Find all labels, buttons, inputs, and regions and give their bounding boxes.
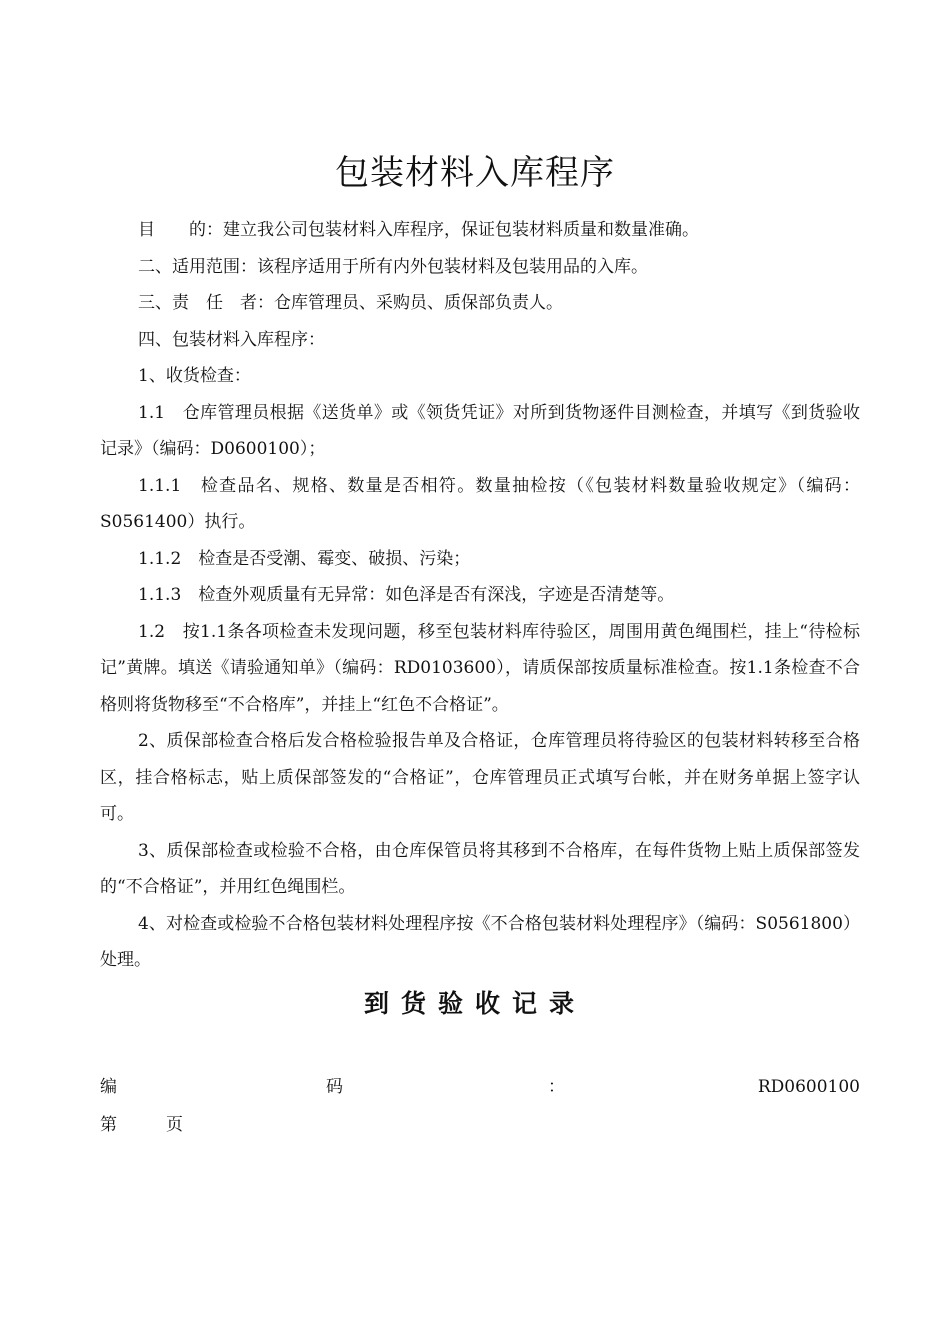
paragraph-1-1: 1.1 仓库管理员根据《送货单》或《领货凭证》对所到货物逐件目测检查，并填写《到货验收记录》（编码：D0600100）； — [100, 402, 860, 459]
page-title: 包装材料入库程序 — [335, 153, 615, 193]
paragraph-2: 2、质保部检查合格后发合格检验报告单及合格证，仓库管理员将待验区的包装材料转移至合格区，挂合格标志，贴上质保部签发的“合格证”，仓库管理员正式填写台帐，并在财务单据上签字认可。 — [100, 731, 860, 824]
paragraph-4: 4、对检查或检验不合格包装材料处理程序按《不合格包装材料处理程序》（编码：S0561800）处理。 — [100, 913, 860, 970]
code-label-1: 编 — [100, 1077, 117, 1097]
code-row — [100, 1072, 860, 1102]
document-body — [100, 212, 860, 979]
paragraph-scope: 二、适用范围：该程序适用于所有内外包装材料及包装用品的入库。 — [138, 256, 648, 277]
record-title: 到货验收记录 — [363, 989, 586, 1018]
page-number-row — [100, 1110, 860, 1140]
page-label-1: 第 — [100, 1115, 117, 1135]
paragraph-1-1-2: 1.1.2 检查是否受潮、霉变、破损、污染； — [138, 548, 471, 569]
code-label-2: 码 — [326, 1077, 343, 1097]
paragraph-receiving-heading: 1、收货检查： — [138, 366, 251, 386]
paragraph-1-1-3: 1.1.3 检查外观质量有无异常：如色泽是否有深浅，字迹是否清楚等。 — [138, 585, 675, 605]
paragraph-3: 3、质保部检查或检验不合格，由仓库保管员将其移到不合格库，在每件货物上贴上质保部签发的“不合格证”，并用红色绳围栏。 — [100, 840, 860, 897]
paragraph-1-2: 1.2 按1.1条各项检查未发现问题，移至包装材料库待验区，周围用黄色绳围栏，挂上“待检标记”黄牌。填送《请验通知单》（编码：RD0103600），请质保部按质量标准检查。按1.1条检查不合格则将货物移至“不合格库”，并挂上“红色不合格证”。 — [100, 621, 860, 715]
paragraph-responsible: 三、责 任 者：仓库管理员、采购员、质保部负责人。 — [138, 293, 563, 313]
paragraph-procedure-heading: 四、包装材料入库程序： — [138, 329, 325, 350]
paragraph-purpose: 目 的：建立我公司包装材料入库程序，保证包装材料质量和数量准确。 — [138, 220, 699, 240]
code-colon: ： — [548, 1077, 565, 1097]
paragraph-1-1-1: 1.1.1 检查品名、规格、数量是否相符。数量抽检按（《包装材料数量验收规定》（编码：S0561400）执行。 — [100, 475, 860, 532]
code-value: RD0600100 — [757, 1077, 860, 1097]
page-label-2: 页 — [166, 1115, 183, 1135]
